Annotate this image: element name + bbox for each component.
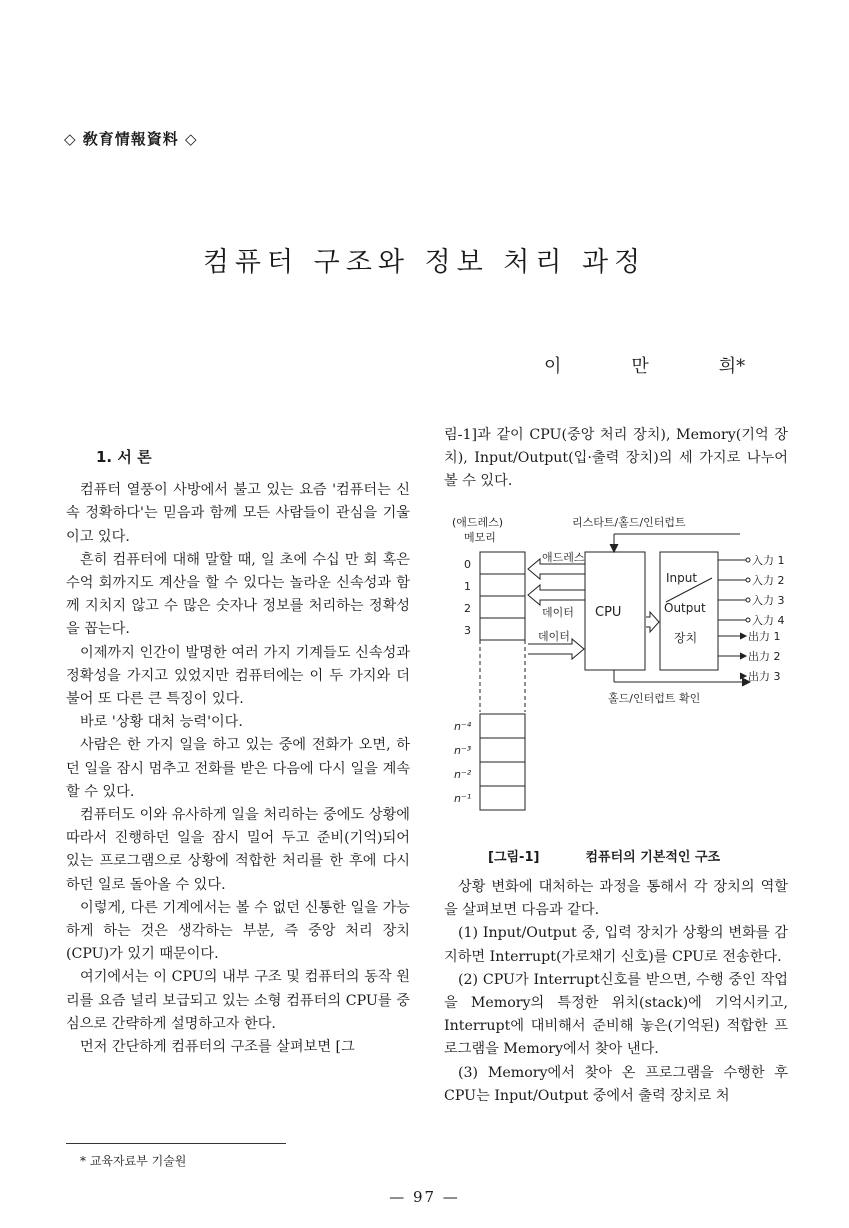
output-lines bbox=[718, 633, 746, 679]
input-1: 入力 1 bbox=[752, 554, 785, 567]
paragraph: 바로 '상황 대처 능력'이다. bbox=[80, 714, 243, 731]
io-unit-label: 장치 bbox=[674, 631, 698, 645]
output-1: 出力 1 bbox=[748, 630, 781, 643]
paragraph: 림-1]과 같이 CPU(중앙 처리 장치), Memory(기억 장치), Input/Output(입·출력 장치)의 세 가지로 나누어 볼 수 있다. bbox=[444, 427, 788, 490]
output-2: 出力 2 bbox=[748, 650, 781, 663]
paragraph: (2) CPU가 Interrupt신호를 받으면, 수행 중인 작업을 Memory의 특정한 위치(stack)에 기억시키고, Interrupt에 대비해서 준비해 놓은(기억된) 적합한 프로그램을 Memory에서 찾아 낸다. bbox=[444, 971, 788, 1058]
footnote: * 교육자료부 기술원 bbox=[80, 1154, 187, 1168]
paragraph: 사람은 한 가지 일을 하고 있는 중에 전화가 오면, 하던 일을 잠시 멈추고 전화를 받은 다음에 다시 일을 계속할 수 있다. bbox=[66, 737, 410, 800]
computer-structure-diagram bbox=[450, 512, 795, 837]
cpu-io-arrow bbox=[646, 612, 659, 632]
author bbox=[544, 352, 745, 378]
io-input-label: Input bbox=[666, 571, 698, 585]
paragraph: 여기에서는 이 CPU의 내부 구조 및 컴퓨터의 동작 원리를 요즘 널리 보급되고 있는 소형 컴퓨터의 CPU를 중심으로 간략하게 설명하고자 한다. bbox=[66, 969, 410, 1032]
paragraph: 상황 변화에 대처하는 과정을 통해서 각 장치의 역할을 살펴보면 다음과 같다. bbox=[444, 879, 788, 919]
row-label-n3: n⁻³ bbox=[454, 744, 472, 757]
row-label-1: 1 bbox=[464, 580, 471, 593]
paragraph: 컴퓨터도 이와 유사하게 일을 처리하는 중에도 상황에 따라서 진행하던 일을 잠시 밀어 두고 준비(기억)되어 있는 프로그램으로 상황에 적합한 처리를 한 후에 다시 하던 일로 돌아올 수 있다. bbox=[66, 807, 410, 893]
paragraph: 컴퓨터 열풍이 사방에서 불고 있는 요즘 '컴퓨터는 신속 정확하다'는 믿음과 함께 모든 사람들이 관심을 기울이고 있다. bbox=[66, 482, 410, 545]
input-4: 入力 4 bbox=[752, 614, 785, 627]
right-column-top bbox=[444, 424, 788, 494]
top-label: 리스타트/홀드/인터럽트 bbox=[572, 516, 686, 529]
paragraph: (3) Memory에서 찾아 온 프로그램을 수행한 후 CPU는 Input/Output 중에서 출력 장치로 처 bbox=[444, 1064, 788, 1104]
io-output-label: Output bbox=[664, 601, 706, 615]
left-column bbox=[66, 446, 410, 1059]
data-arrow-1 bbox=[528, 585, 585, 605]
caption-text: 컴퓨터의 기본적인 구조 bbox=[585, 850, 721, 865]
address-arrow-label: 애드레스 bbox=[542, 551, 585, 564]
figure-caption bbox=[488, 846, 720, 865]
footnote-rule bbox=[66, 1143, 286, 1144]
row-label-n1: n⁻¹ bbox=[454, 792, 472, 805]
memory-cells bbox=[480, 552, 525, 810]
right-column-bottom bbox=[444, 876, 788, 1108]
data-arrow-1-label: 데이터 bbox=[542, 606, 574, 619]
section-tag: ◇ 敎育情報資料 ◇ bbox=[64, 130, 198, 148]
page-number: — 97 — bbox=[389, 1188, 460, 1206]
output-3: 出力 3 bbox=[748, 670, 781, 683]
author-char-1: 이 bbox=[544, 356, 562, 377]
bottom-label: 홀드/인터럽트 확인 bbox=[608, 692, 701, 705]
input-2: 入力 2 bbox=[752, 574, 785, 587]
author-char-2: 만 bbox=[631, 356, 649, 377]
row-label-n4: n⁻⁴ bbox=[454, 720, 472, 733]
input-lines bbox=[718, 558, 750, 622]
row-label-3: 3 bbox=[464, 624, 471, 637]
row-label-2: 2 bbox=[464, 602, 471, 615]
cpu-label: CPU bbox=[595, 605, 622, 620]
section-heading: 1. 서 론 bbox=[96, 448, 152, 466]
author-char-3: 희* bbox=[718, 356, 746, 377]
paragraph: (1) Input/Output 중, 입력 장치가 상황의 변화를 감지하면 Interrupt(가로채기 신호)를 CPU로 전송한다. bbox=[444, 925, 788, 965]
data-arrow-2-label: 데이터 bbox=[538, 630, 570, 643]
caption-number: [그림-1] bbox=[488, 850, 540, 865]
mem-label: 메모리 bbox=[464, 531, 496, 544]
paragraph: 이제까지 인간이 발명한 여러 가지 기계들도 신속성과 정확성을 가지고 있었지만 컴퓨터에는 이 두 가지와 더불어 또 다른 큰 특징이 있다. bbox=[66, 644, 410, 708]
addr-label: (애드레스) bbox=[452, 516, 504, 529]
restart-line bbox=[610, 534, 740, 552]
row-label-n2: n⁻² bbox=[454, 768, 472, 781]
paragraph: 이렇게, 다른 기계에서는 볼 수 없던 신통한 일을 가능하게 하는 것은 생각하는 부분, 즉 중앙 처리 장치(CPU)가 있기 때문이다. bbox=[66, 899, 410, 963]
article-title: 컴퓨터 구조와 정보 처리 과정 bbox=[202, 247, 647, 278]
paragraph: 먼저 간단하게 컴퓨터의 구조를 살펴보면 [그 bbox=[80, 1039, 355, 1056]
input-3: 入力 3 bbox=[752, 594, 785, 607]
paragraph: 흔히 컴퓨터에 대해 말할 때, 일 초에 수십 만 회 혹은 수억 회까지도 계산을 할 수 있다는 놀라운 신속성과 함께 지치지 않고 수 많은 숫자나 정보를 처리하는 정확성을 꼽는다. bbox=[66, 551, 410, 638]
row-label-0: 0 bbox=[464, 558, 471, 571]
hold-line bbox=[614, 670, 750, 686]
